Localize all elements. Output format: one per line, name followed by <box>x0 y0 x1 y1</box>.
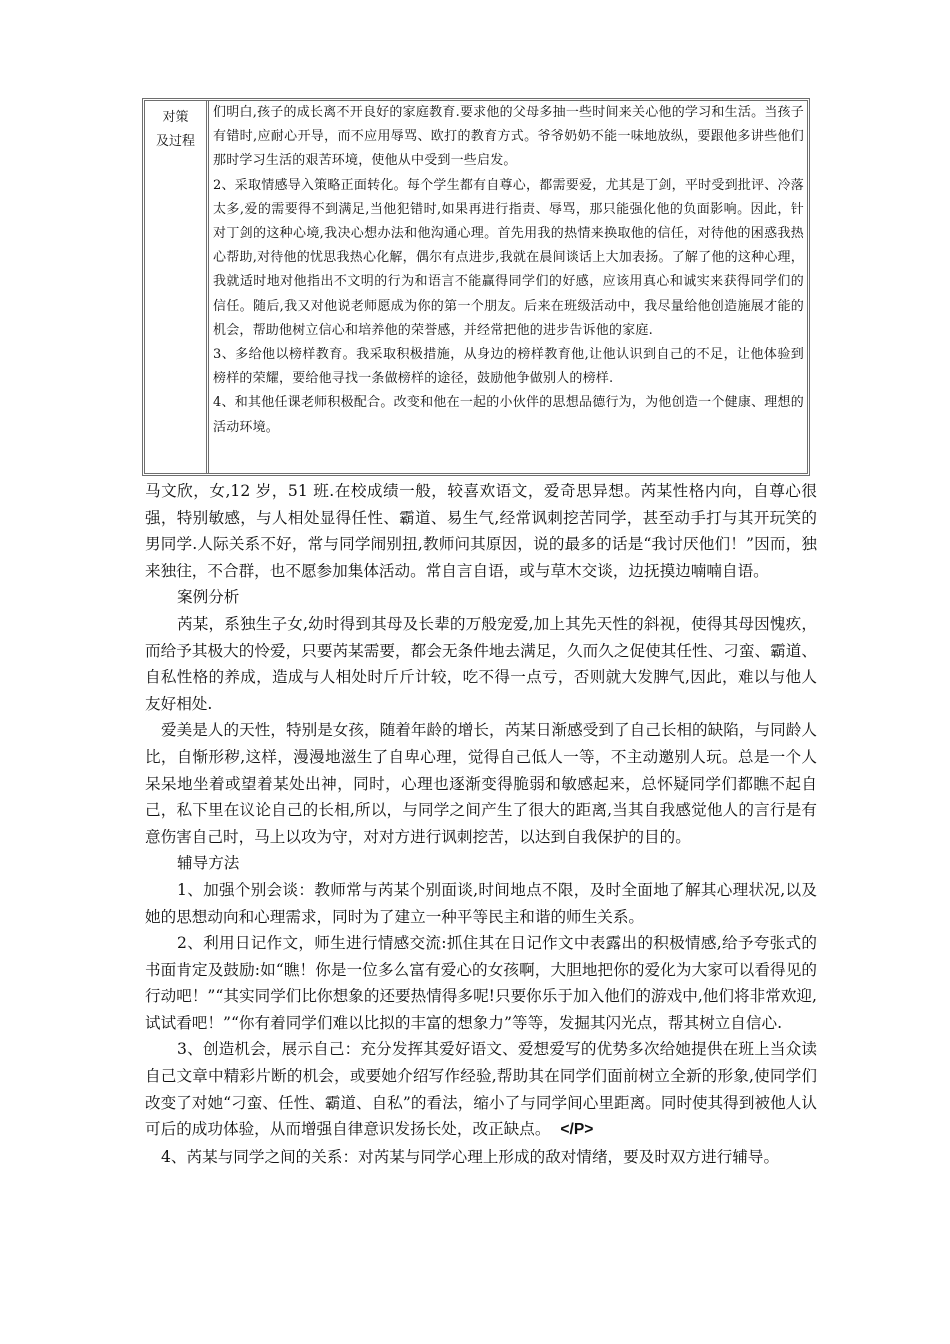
case-intro: 马文欣，女,12 岁，51 班.在校成绩一般，较喜欢语文，爱奇思异想。芮某性格内向，自尊心很强，特别敏感，与人相处显得任性、霸道、易生气,经常讽刺挖苦同学，甚至动手打与其开玩笑的男同学.人际关系不好，常与同学闹别扭,教师问其原因，说的最多的话是“我讨厌他们！”因而，独来独往，不合群，也不愿参加集体活动。常自言自语，或与草木交谈，边抚摸边喃喃自语。 <box>145 482 817 580</box>
table-content-cell <box>209 101 807 473</box>
strategy-table <box>142 98 810 476</box>
heading-case-analysis: 案例分析 <box>177 588 240 607</box>
method-paragraph-3-text: 3、创造机会，展示自己：充分发挥其爱好语文、爱想爱写的优势多次给她提供在班上当众读自己文章中精彩片断的机会，或要她介绍写作经验,帮助其在同学们面前树立全新的形象,使同学们改变了对她“刁蛮、任性、霸道、自私”的看法，缩小了与同学间心里距离。同时使其得到被他人认可后的成功体验，从而增强自律意识发扬长处，改正缺点。 <box>145 1040 817 1139</box>
analysis-paragraph-2: 爱美是人的天性，特别是女孩，随着年龄的增长，芮某日渐感受到了自己长相的缺陷，与同龄人比，自惭形秽,这样，漫漫地滋生了自卑心理，觉得自己低人一等，不主动邀别人玩。总是一个人呆呆地坐着或望着某处出神，同时，心理也逐渐变得脆弱和敏感起来，总怀疑同学们都瞧不起自己，私下里在议论自己的长相,所以，与同学之间产生了很大的距离,当其自我感觉他人的言行是有意伤害自己时，马上以攻为守，对对方进行讽刺挖苦，以达到自我保护的目的。 <box>145 721 817 846</box>
table-label-line-1: 对策 <box>162 110 189 125</box>
stray-html-tag: </P> <box>560 1121 594 1139</box>
table-label-cell <box>145 101 209 473</box>
method-paragraph-2: 2、利用日记作文，师生进行情感交流:抓住其在日记作文中表露出的积极情感,给予夸张式的书面肯定及鼓励:如“瞧！你是一位多么富有爱心的女孩啊，大胆地把你的爱化为大家可以看得见的行动吧！”“其实同学们比你想象的还要热情得多呢!只要你乐于加入他们的游戏中,他们将非常欢迎,试试看吧！”“你有着同学们难以比拟的丰富的想象力”等等，发掘其闪光点，帮其树立自信心. <box>145 934 817 1032</box>
table-paragraph-2: 2、采取情感导入策略正面转化。每个学生都有自尊心，都需要爱，尤其是丁剑，平时受到批评、冷落太多,爱的需要得不到满足,当他犯错时,如果再进行指责、辱骂，那只能强化他的负面影响。因此，针对丁剑的这种心境,我决心想办法和他沟通心理。首先用我的热情来换取他的信任，对待他的困惑我热心帮助,对待他的忧思我热心化解，偶尔有点进步,我就在晨间谈话上大加表扬。了解了他的这种心理，我就适时地对他指出不文明的行为和语言不能赢得同学们的好感，应该用真心和诚实来获得同学们的信任。随后,我又对他说老师愿成为你的第一个朋友。后来在班级活动中，我尽量给他创造施展才能的机会，帮助他树立信心和培养他的荣誉感，并经常把他的进步告诉他的家庭. <box>213 177 804 338</box>
table-label-line-2: 及过程 <box>155 134 195 149</box>
analysis-paragraph-1: 芮某，系独生子女,幼时得到其母及长辈的万般宠爱,加上其先天性的斜视，使得其母因愧疚，而给予其极大的怜爱，只要芮某需要，都会无条件地去满足，久而久之促使其任性、刁蛮、霸道、自私性格的养成，造成与人相处时斤斤计较，吃不得一点亏，否则就大发脾气,因此，难以与他人友好相处. <box>145 614 817 713</box>
table-paragraph-4: 4、和其他任课老师积极配合。改变和他在一起的小伙伴的思想品德行为，为他创造一个健康、理想的活动环境。 <box>213 395 804 435</box>
table-paragraph-1: 们明白,孩子的成长离不开良好的家庭教育.要求他的父母多抽一些时间来关心他的学习和生活。当孩子有错时,应耐心开导，而不应用辱骂、欧打的教育方式。爷爷奶奶不能一味地放纵，要跟他多讲些他们那时学习生活的艰苦环境，使他从中受到一些启发。 <box>213 105 804 169</box>
method-paragraph-3 <box>145 1036 817 1143</box>
method-paragraph-4: 4、芮某与同学之间的关系：对芮某与同学心理上形成的敌对情绪，要及时双方进行辅导。 <box>161 1147 780 1166</box>
case-body <box>145 478 817 1170</box>
table-paragraph-3: 3、多给他以榜样教育。我采取积极措施，从身边的榜样教育他,让他认识到自己的不足，让他体验到榜样的荣耀，要给他寻找一条做榜样的途径，鼓励他争做别人的榜样. <box>213 347 804 387</box>
heading-guidance-method: 辅导方法 <box>177 854 240 873</box>
method-paragraph-1: 1、加强个别会谈：教师常与芮某个别面谈,时间地点不限，及时全面地了解其心理状况,以及她的思想动向和心理需求，同时为了建立一种平等民主和谐的师生关系。 <box>145 880 817 926</box>
